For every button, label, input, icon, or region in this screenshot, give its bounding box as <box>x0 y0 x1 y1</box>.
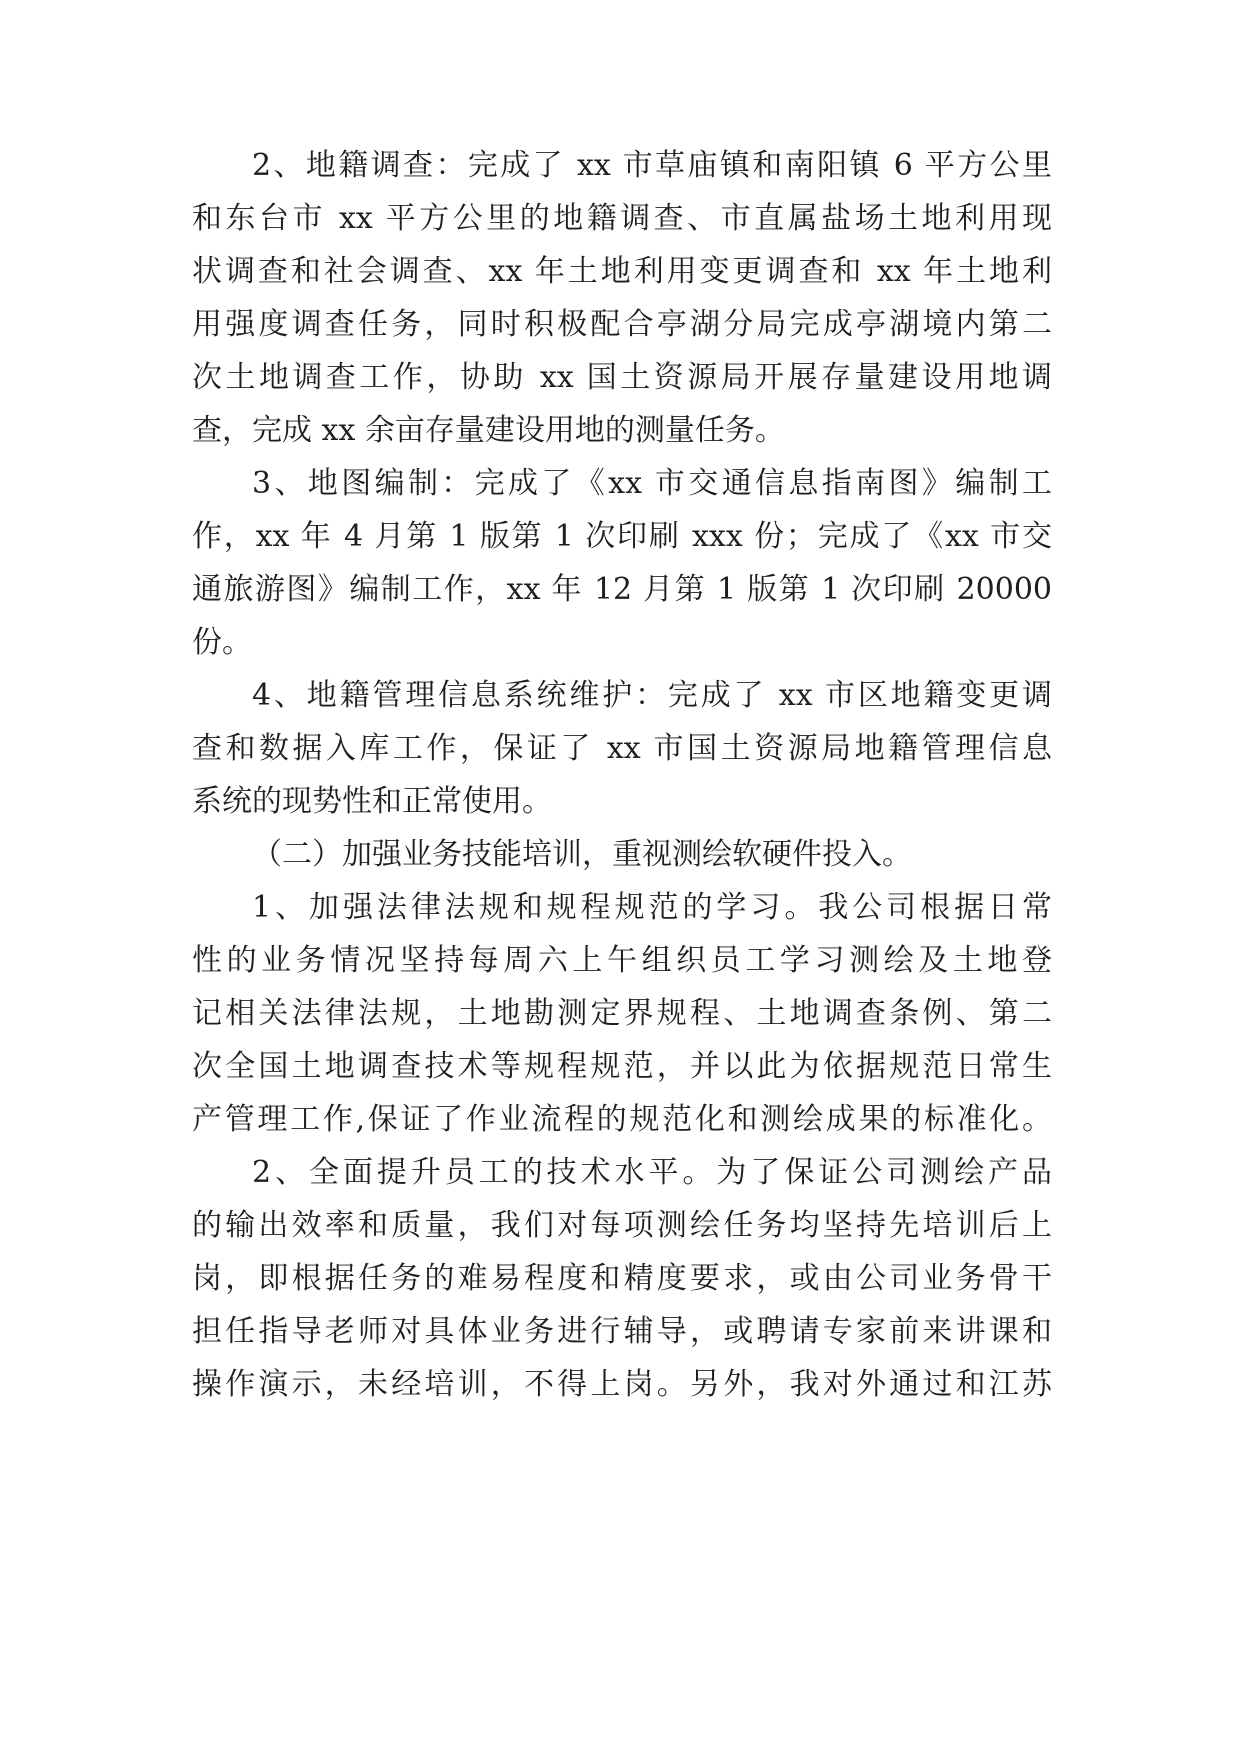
text-line: 查和数据入库工作，保证了 xx 市国土资源局地籍管理信息 <box>192 731 1052 766</box>
text-line: 2、地籍调查：完成了 xx 市草庙镇和南阳镇 6 平方公里 <box>252 148 1052 183</box>
text-line: 状调查和社会调查、xx 年土地利用变更调查和 xx 年土地利 <box>192 254 1052 289</box>
text-line: 2、全面提升员工的技术水平。为了保证公司测绘产品 <box>252 1155 1052 1190</box>
text-line: 岗，即根据任务的难易程度和精度要求，或由公司业务骨干 <box>192 1261 1052 1296</box>
text-line: 记相关法律法规，土地勘测定界规程、土地调查条例、第二 <box>192 996 1052 1031</box>
text-line: 和东台市 xx 平方公里的地籍调查、市直属盐场土地利用现 <box>192 201 1052 236</box>
text-line: 用强度调查任务，同时积极配合亭湖分局完成亭湖境内第二 <box>192 307 1052 342</box>
text-line: 次土地调查工作，协助 xx 国土资源局开展存量建设用地调 <box>192 360 1052 395</box>
section-heading: （二）加强业务技能培训，重视测绘软硬件投入。 <box>252 837 912 872</box>
text-line: 次全国土地调查技术等规程规范，并以此为依据规范日常生 <box>192 1049 1052 1084</box>
text-line: 担任指导老师对具体业务进行辅导，或聘请专家前来讲课和 <box>192 1314 1052 1349</box>
text-line: 份。 <box>192 625 252 660</box>
text-line: 系统的现势性和正常使用。 <box>192 784 552 819</box>
text-line: 作，xx 年 4 月第 1 版第 1 次印刷 xxx 份；完成了《xx 市交 <box>192 519 1052 554</box>
text-line: 3、地图编制：完成了《xx 市交通信息指南图》编制工 <box>252 466 1052 501</box>
text-line: 的输出效率和质量，我们对每项测绘任务均坚持先培训后上 <box>192 1208 1052 1243</box>
text-line: 产管理工作,保证了作业流程的规范化和测绘成果的标准化。 <box>192 1102 1052 1137</box>
text-line: 操作演示，未经培训，不得上岗。另外，我对外通过和江苏 <box>192 1367 1052 1402</box>
text-line: 4、地籍管理信息系统维护：完成了 xx 市区地籍变更调 <box>252 678 1052 713</box>
text-line: 性的业务情况坚持每周六上午组织员工学习测绘及土地登 <box>192 943 1052 978</box>
text-line: 1、加强法律法规和规程规范的学习。我公司根据日常 <box>252 890 1052 925</box>
text-line: 通旅游图》编制工作，xx 年 12 月第 1 版第 1 次印刷 20000 <box>192 572 1052 607</box>
text-line: 查，完成 xx 余亩存量建设用地的测量任务。 <box>192 413 785 448</box>
